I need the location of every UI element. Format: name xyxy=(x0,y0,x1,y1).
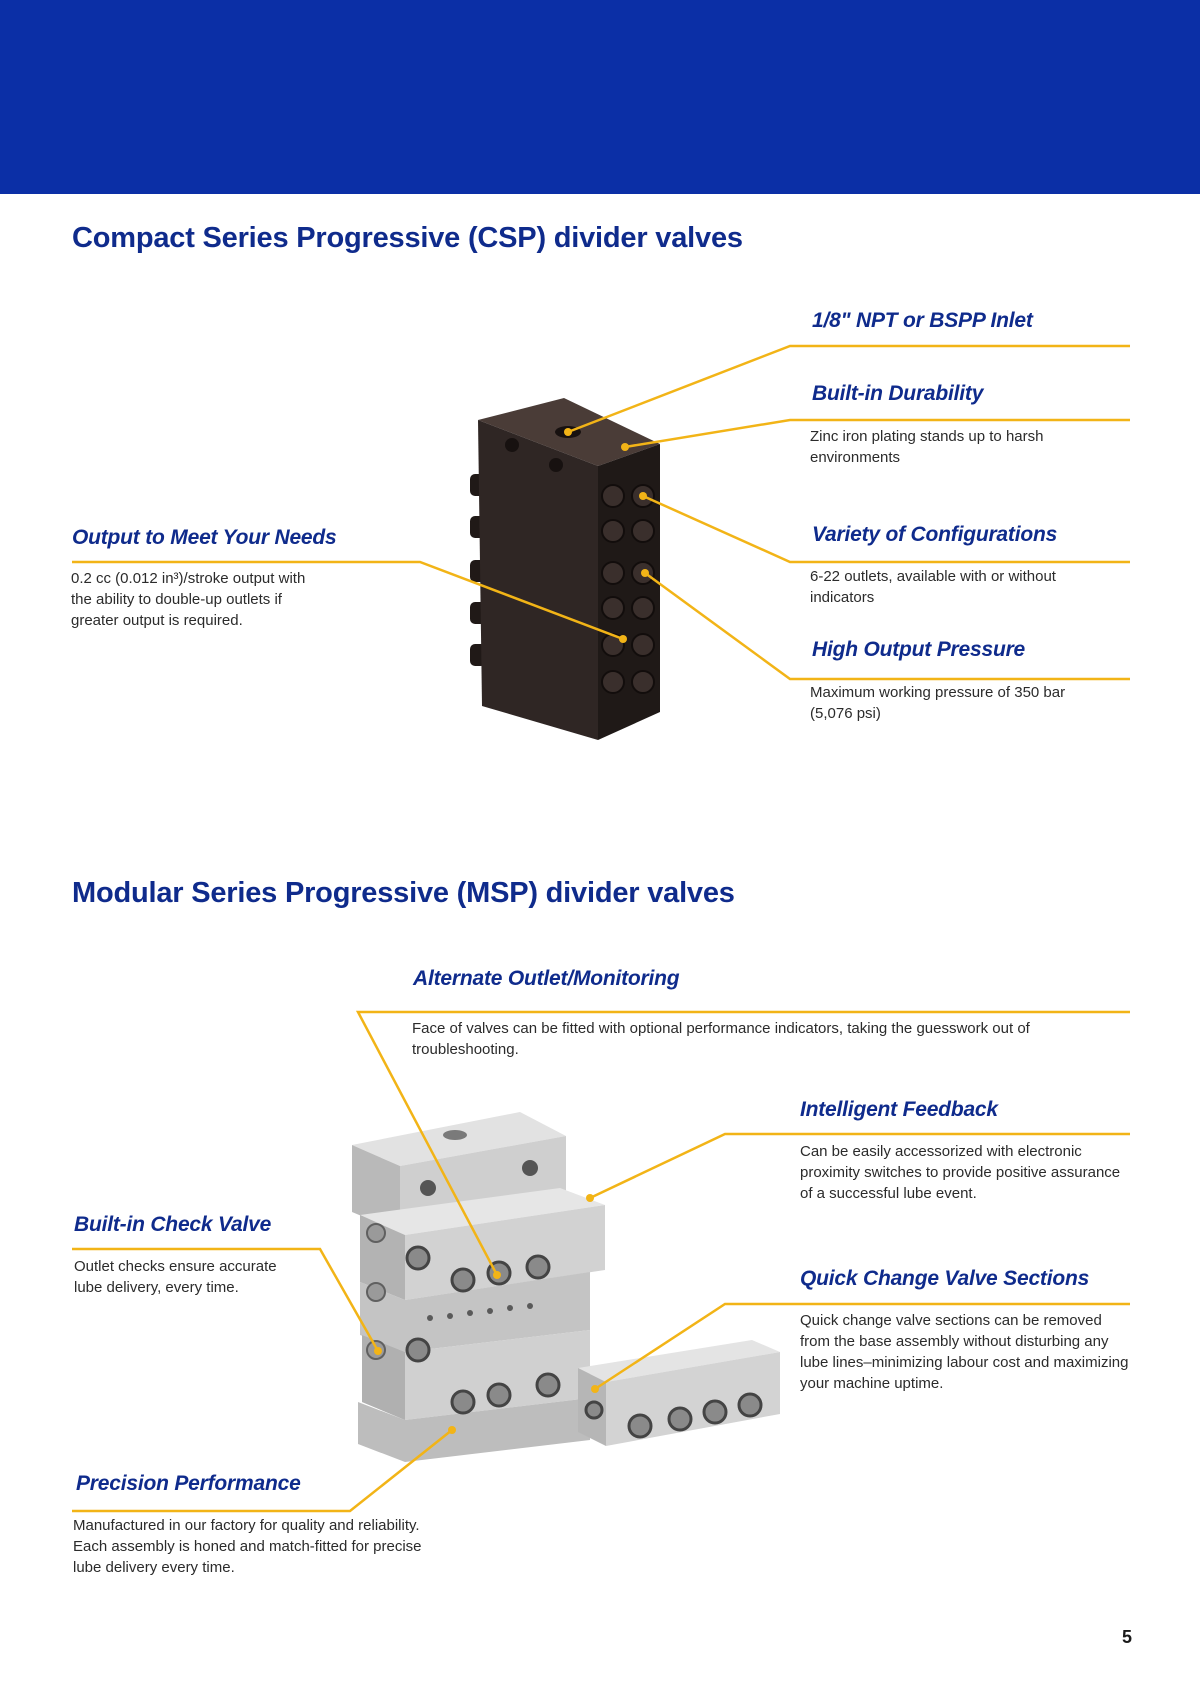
csp-configurations-title: Variety of Configurations xyxy=(812,523,1058,546)
msp-check-valve-title: Built-in Check Valve xyxy=(74,1213,272,1236)
msp-feedback-title: Intelligent Feedback xyxy=(800,1098,998,1121)
csp-configurations-text: 6-22 outlets, available with or without indicators xyxy=(810,568,1056,606)
csp-callout-lines xyxy=(0,0,1200,800)
msp-precision-title: Precision Performance xyxy=(76,1472,301,1495)
csp-output-text: 0.2 cc (0.012 in³)/stroke output with the ability to double-up outlets if greater output is required. xyxy=(71,570,306,629)
csp-pressure-text: Maximum working pressure of 350 bar (5,076 psi) xyxy=(810,684,1066,722)
msp-alternate-title: Alternate Outlet/Monitoring xyxy=(413,967,680,990)
csp-durability-title: Built-in Durability xyxy=(812,382,984,405)
msp-check-valve-text: Outlet checks ensure accurate lube delivery, every time. xyxy=(74,1258,277,1296)
csp-pressure-title: High Output Pressure xyxy=(812,638,1026,661)
page-number: 5 xyxy=(1121,1627,1132,1647)
csp-section-title: Compact Series Progressive (CSP) divider valves xyxy=(72,222,743,254)
msp-quick-change-text: Quick change valve sections can be removed from the base assembly without disturbing any lube lines–minimizing labour cost and maximizing your machine uptime. xyxy=(800,1312,1129,1392)
csp-output-title: Output to Meet Your Needs xyxy=(72,526,337,549)
csp-durability-text: Zinc iron plating stands up to harsh environments xyxy=(810,428,1044,466)
msp-alternate-text: Face of valves can be fitted with optional performance indicators, taking the guesswork out of troubleshooting. xyxy=(412,1020,1030,1058)
msp-section-title: Modular Series Progressive (MSP) divider valves xyxy=(72,877,735,909)
msp-quick-change-title: Quick Change Valve Sections xyxy=(800,1267,1090,1290)
msp-precision-text: Manufactured in our factory for quality and reliability. Each assembly is honed and match-fitted for precise lube delivery every time. xyxy=(73,1517,422,1576)
csp-inlet-title: 1/8" NPT or BSPP Inlet xyxy=(812,309,1033,332)
msp-feedback-text: Can be easily accessorized with electronic proximity switches to provide positive assurance of a successful lube event. xyxy=(800,1143,1121,1202)
